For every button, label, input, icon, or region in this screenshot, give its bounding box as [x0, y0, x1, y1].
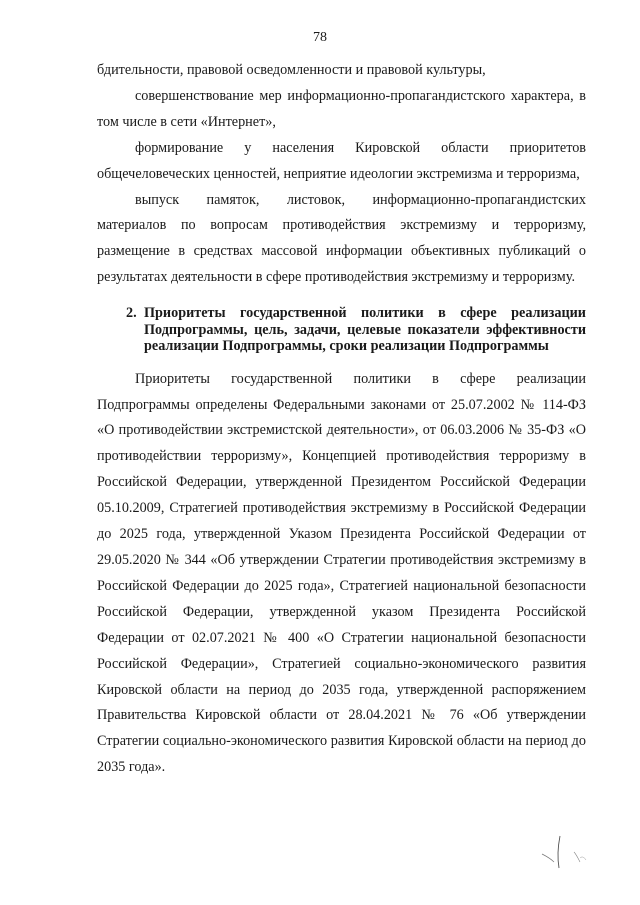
paragraph-2: совершенствование мер информационно-пропагандистского характера, в том числе в сети «Интернет»,	[97, 87, 586, 130]
page-number: 78	[313, 30, 327, 45]
section-title: Приоритеты государственной политики в сфере реализации Подпрограммы, цель, задачи, целевые показатели эффективности реализации Подпрограммы, сроки реализации Подпрограммы	[144, 305, 586, 355]
paragraph-3: формирование у населения Кировской области приоритетов общечеловеческих ценностей, неприятие идеологии экстремизма и терроризма,	[97, 139, 586, 182]
document-body	[97, 58, 586, 781]
handwritten-mark-icon	[540, 832, 590, 872]
paragraph-4: выпуск памяток, листовок, информационно-пропагандистских материалов по вопросам противодействия экстремизму и терроризму, размещение в средствах массовой информации объективных публикаций о результатах деятельности в сфере противодействия экстремизму и терроризму.	[97, 191, 586, 286]
section-heading	[97, 305, 586, 355]
section-number: 2.	[126, 305, 137, 322]
paragraph-1: бдительности, правовой осведомленности и правовой культуры,	[97, 62, 486, 78]
paragraph-5: Приоритеты государственной политики в сфере реализации Подпрограммы определены Федеральными законами от 25.07.2002 № 114-ФЗ «О противодействии экстремистской деятельности», от 06.03.2006 № 35-ФЗ «О противодействии терроризму», Концепцией противодействия терроризму в Российской Федерации, утвержденной Президентом Российской Федерации 05.10.2009, Стратегией противодействия экстремизму в Российской Федерации до 2025 года, утвержденной Указом Президента Российской Федерации от 29.05.2020 № 344 «Об утверждении Стратегии противодействия экстремизму в Российской Федерации до 2025 года», Стратегией национальной безопасности Российской Федерации, утвержденной указом Президента Российской Федерации от 02.07.2021 № 400 «О Стратегии национальной безопасности Российской Федерации», Стратегией социально-экономического развития Кировской области на период до 2035 года, утвержденной распоряжением Правительства Кировской области от 28.04.2021 № 76 «Об утверждении Стратегии социально-экономического развития Кировской области на период до 2035 года».	[97, 370, 586, 776]
